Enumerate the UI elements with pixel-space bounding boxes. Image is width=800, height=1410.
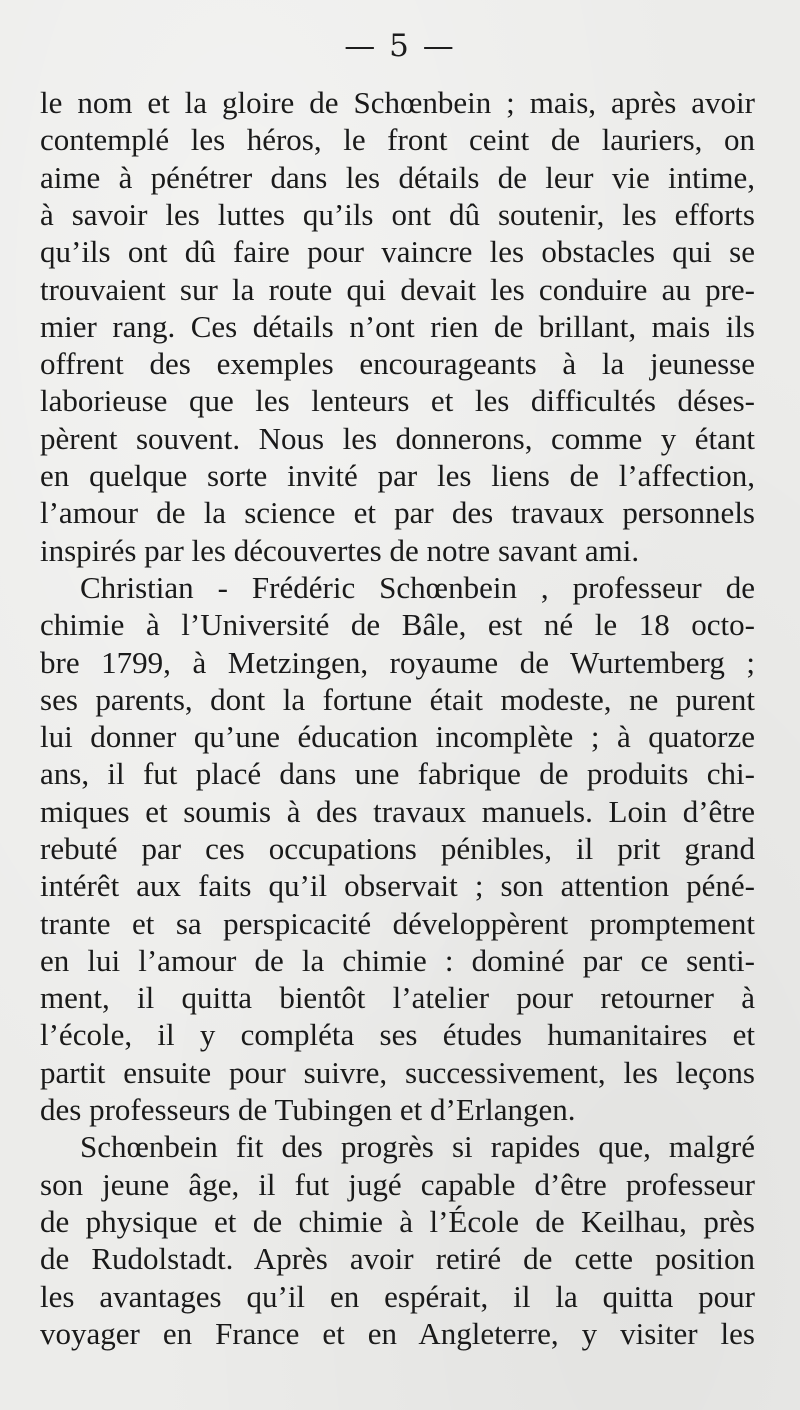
text-line: de Rudolstadt. Après avoir retiré de cette position [40, 1241, 755, 1276]
text-line: ment, il quitta bientôt l’atelier pour retourner à [40, 980, 755, 1015]
text-line: l’école, il y compléta ses études humanitaires et [40, 1017, 755, 1052]
text-line: en lui l’amour de la chimie : dominé par ce senti- [40, 943, 755, 978]
text-line: bre 1799, à Metzingen, royaume de Wurtemberg ; [40, 645, 755, 680]
text-line: à savoir les luttes qu’ils ont dû soutenir, les efforts [40, 197, 755, 232]
text-line: ans, il fut placé dans une fabrique de produits chi- [40, 756, 755, 791]
text-line: miques et soumis à des travaux manuels. Loin d’être [40, 794, 755, 829]
text-line: les avantages qu’il en espérait, il la quitta pour [40, 1279, 755, 1314]
text-line: aime à pénétrer dans les détails de leur vie intime, [40, 160, 755, 195]
text-line: chimie à l’Université de Bâle, est né le 18 octo- [40, 607, 755, 642]
text-line: son jeune âge, il fut jugé capable d’être professeur [40, 1167, 755, 1202]
text-line: rebuté par ces occupations pénibles, il prit grand [40, 831, 755, 866]
text-line: partit ensuite pour suivre, successivement, les leçons [40, 1055, 755, 1090]
page-number: — 5 — [344, 28, 456, 64]
text-line: inspirés par les découvertes de notre savant ami. [40, 533, 640, 568]
text-line: Christian - Frédéric Schœnbein , professeur de [80, 570, 755, 605]
text-line: de physique et de chimie à l’École de Keilhau, près [40, 1204, 755, 1239]
text-line: voyager en France et en Angleterre, y visiter les [40, 1316, 755, 1351]
text-line: laborieuse que les lenteurs et les difficultés déses- [40, 383, 755, 418]
text-line: des professeurs de Tubingen et d’Erlangen. [40, 1092, 576, 1127]
text-line: ses parents, dont la fortune était modeste, ne purent [40, 682, 755, 717]
text-line: Schœnbein fit des progrès si rapides que, malgré [80, 1129, 755, 1164]
text-line: l’amour de la science et par des travaux personnels [40, 495, 755, 530]
text-line: trante et sa perspicacité développèrent promptement [40, 906, 755, 941]
text-line: le nom et la gloire de Schœnbein ; mais, après avoir [40, 85, 755, 120]
text-line: intérêt aux faits qu’il observait ; son attention péné- [40, 868, 755, 903]
text-line: qu’ils ont dû faire pour vaincre les obstacles qui se [40, 234, 755, 269]
text-line: mier rang. Ces détails n’ont rien de brillant, mais ils [40, 309, 755, 344]
text-line: pèrent souvent. Nous les donnerons, comme y étant [40, 421, 755, 456]
text-line: offrent des exemples encourageants à la jeunesse [40, 346, 755, 381]
text-line: en quelque sorte invité par les liens de l’affection, [40, 458, 755, 493]
text-line: contemplé les héros, le front ceint de lauriers, on [40, 122, 755, 157]
text-line: lui donner qu’une éducation incomplète ; à quatorze [40, 719, 755, 754]
text-line: trouvaient sur la route qui devait les conduire au pre- [40, 272, 755, 307]
